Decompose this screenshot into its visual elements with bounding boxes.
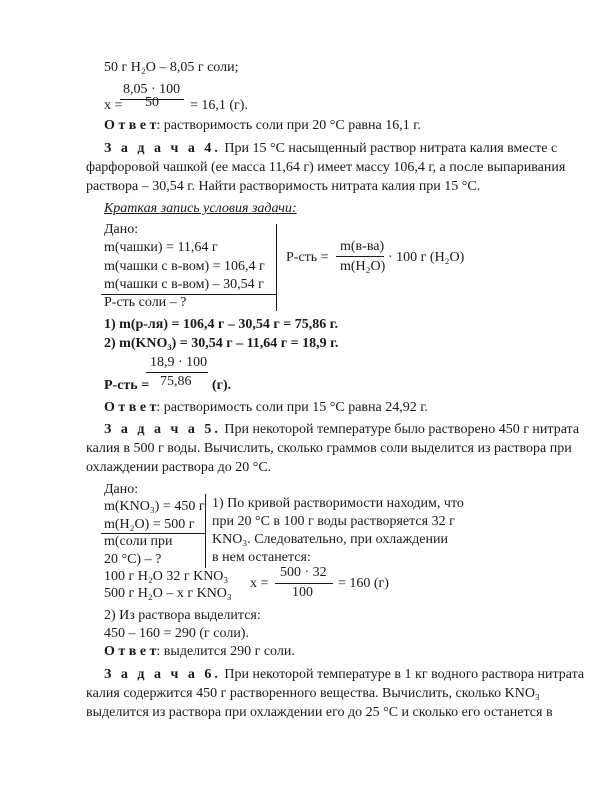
fraction1-numerator: 8,05 · 100 xyxy=(123,82,181,97)
task5-line3: охлаждении раствора до 20 °С. xyxy=(86,460,272,475)
step2: 2) m(KNO₃) = 30,54 г – 11,64 г = 18,9 г. xyxy=(104,336,339,351)
given5-comment4: в нем останется: xyxy=(212,550,311,565)
given5-row3: m(соли при xyxy=(104,534,173,549)
eq5-num: 500 · 32 xyxy=(280,565,327,580)
fraction1-result: = 16,1 (г). xyxy=(190,98,248,113)
task6-text1: При некоторой температуре в 1 кг водного раствора нитрата xyxy=(224,667,585,682)
given5-comment1: 1) По кривой растворимости находим, что xyxy=(212,496,464,511)
given5-comment2: при 20 °С в 100 г воды растворяется 32 г xyxy=(212,514,455,529)
given4-row2: m(чашки с в-вом) = 106,4 г xyxy=(104,259,265,274)
answer3 xyxy=(104,644,295,660)
task5-text1: При некоторой температуре было растворено 450 г нитрата xyxy=(224,422,580,437)
task6-title: З а д а ч а 6. xyxy=(104,667,221,682)
eq5-lhs: x = xyxy=(250,576,269,591)
task4-line2: фарфоровой чашкой (ее масса 11,64 г) имеет массу 106,4 г, а после выпаривания xyxy=(86,160,566,175)
solubility-formula-den: m(H₂O) xyxy=(340,259,386,274)
proportion-row2: 500 г H₂O – x г KNO₃ xyxy=(104,586,232,601)
fraction2-result: (г). xyxy=(212,378,232,393)
given4-row4: Р-сть соли – ? xyxy=(104,295,187,310)
fraction1-denominator: 50 xyxy=(145,95,159,110)
task6-line3: выделится из раствора при охлаждении его до 25 °С и сколько его останется в xyxy=(86,705,553,720)
task5-line2: калия в 500 г воды. Вычислить, сколько граммов соли выделится из раствора при xyxy=(86,441,572,456)
given5-row1: m(KNO₃) = 450 г xyxy=(104,499,205,514)
given4-head: Дано: xyxy=(104,222,139,237)
given5-comment3: KNO₃. Следовательно, при охлаждении xyxy=(212,532,448,547)
task6-line2: калия содержится 450 г растворенного вещества. Вычислить, сколько KNO₃ xyxy=(86,686,540,701)
given5-divider xyxy=(205,494,206,568)
task4-title: З а д а ч а 4. xyxy=(104,141,221,156)
solubility-formula-lhs: Р-сть = xyxy=(286,250,329,265)
given4-row1: m(чашки) = 11,64 г xyxy=(104,240,218,255)
eq5-bar xyxy=(275,583,333,584)
task5-title: З а д а ч а 5. xyxy=(104,422,221,437)
step3: 2) Из раствора выделится: xyxy=(104,608,261,623)
answer1 xyxy=(104,118,421,134)
step4: 450 – 160 = 290 (г соли). xyxy=(104,626,249,641)
task4-line3: раствора – 30,54 г. Найти растворимость нитрата калия при 15 °С. xyxy=(86,179,481,194)
fraction2-denominator: 75,86 xyxy=(160,374,192,389)
fraction2-numerator: 18,9 · 100 xyxy=(150,355,208,370)
task6-line1 xyxy=(104,667,585,683)
answer-label: О т в е т xyxy=(104,644,157,659)
answer-text: : растворимость соли при 15 °С равна 24,92 г. xyxy=(156,400,428,415)
solubility-formula-rhs: · 100 г (H₂O) xyxy=(388,250,465,265)
short-note-heading: Краткая запись условия задачи: xyxy=(104,201,297,216)
solubility-formula-bar xyxy=(336,256,384,257)
fraction2-lhs: Р-сть = xyxy=(104,378,150,393)
mass-ratio-line: 50 г H₂O – 8,05 г соли; xyxy=(104,60,239,75)
given5-row2: m(H₂O) = 500 г xyxy=(104,517,195,532)
fraction1-lhs: x = xyxy=(104,98,123,113)
task5-line1 xyxy=(104,422,580,438)
eq5-den: 100 xyxy=(292,585,313,600)
fraction2-bar xyxy=(146,372,208,373)
solubility-formula-num: m(в-ва) xyxy=(340,239,385,254)
given5-row4: 20 °С) – ? xyxy=(104,552,162,567)
answer-text: : растворимость соли при 20 °С равна 16,1 г. xyxy=(156,118,421,133)
given4-row3: m(чашки с в-вом) – 30,54 г xyxy=(104,277,264,292)
given5-head: Дано: xyxy=(104,482,139,497)
eq5-rhs: = 160 (г) xyxy=(338,576,389,591)
task4-line1 xyxy=(104,141,568,157)
answer-label: О т в е т xyxy=(104,118,157,133)
given4-divider xyxy=(276,224,277,311)
step1: 1) m(р-ля) = 106,4 г – 30,54 г = 75,86 г. xyxy=(104,317,338,332)
answer-label: О т в е т xyxy=(104,400,157,415)
task4-text1: При 15 °С насыщенный раствор нитрата калия вместе с xyxy=(224,141,558,156)
proportion-row1: 100 г H₂O 32 г KNO₃ xyxy=(104,569,229,584)
answer-text: : выделится 290 г соли. xyxy=(156,644,295,659)
answer2 xyxy=(104,400,428,416)
